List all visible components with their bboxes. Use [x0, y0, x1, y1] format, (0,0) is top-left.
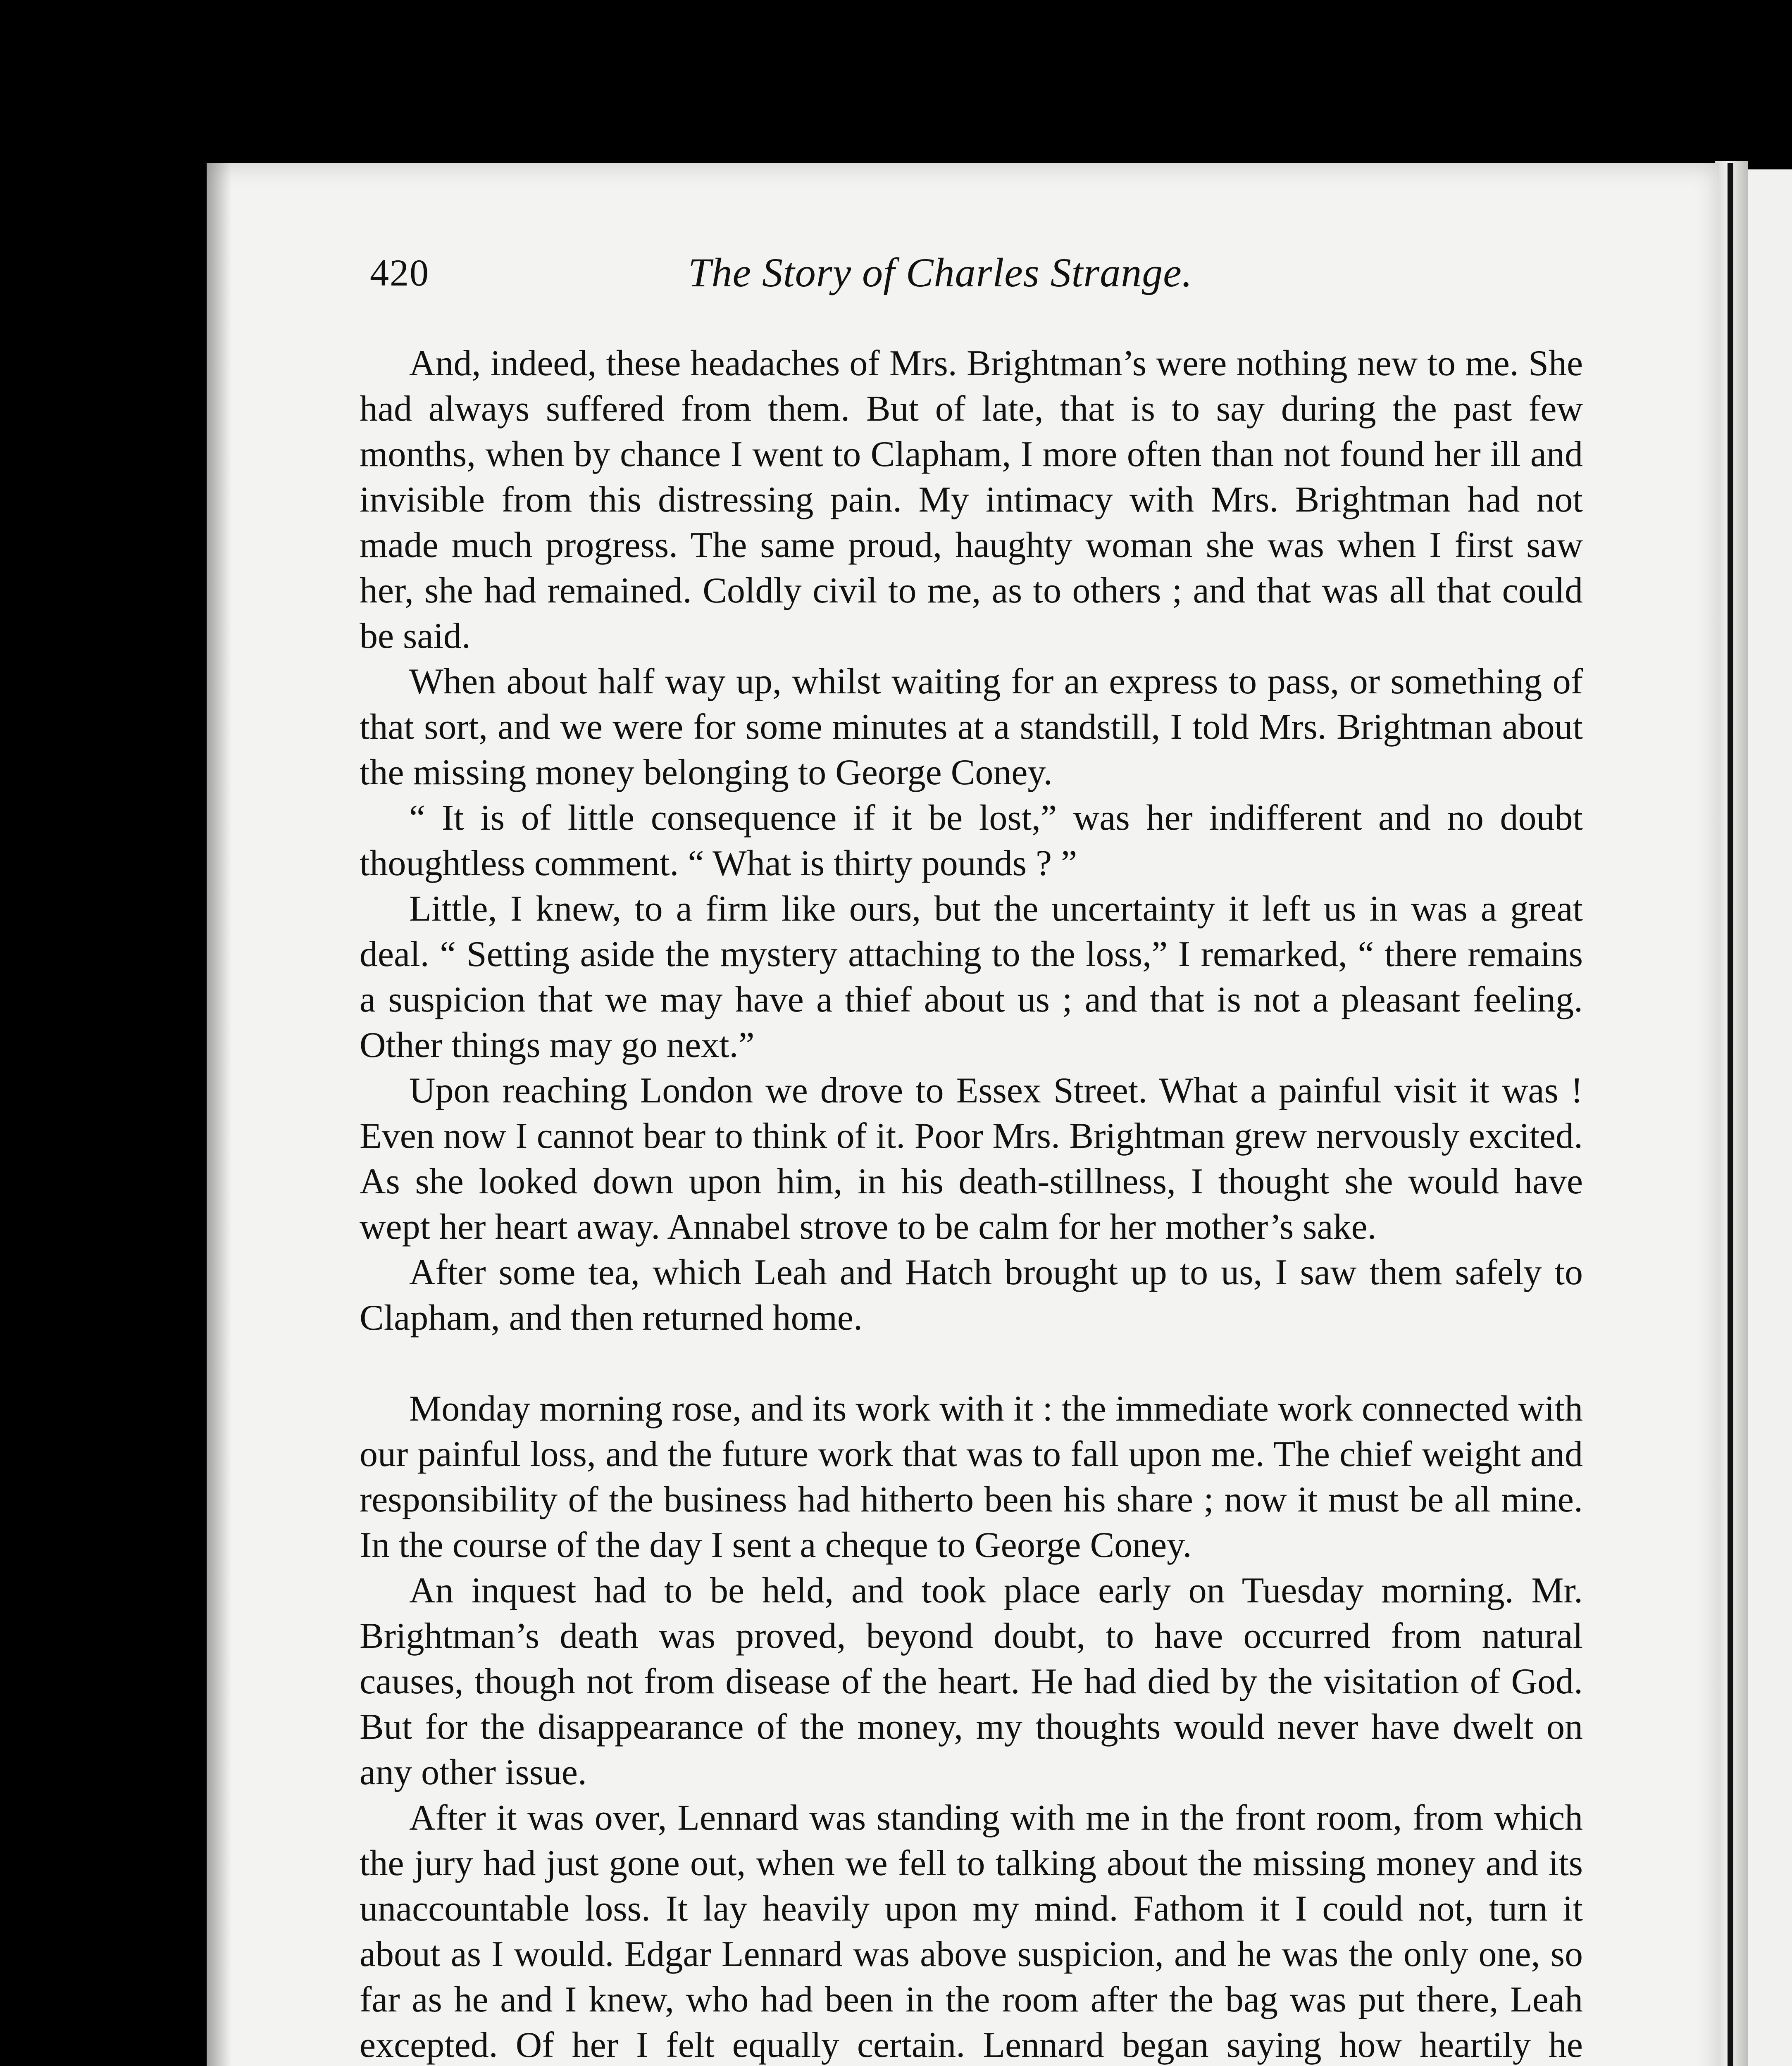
section-break — [360, 1341, 1583, 1386]
paragraph: Little, I knew, to a firm like ours, but the uncertainty it left us in was a great deal. “ Setting aside the mystery attaching to the loss,” I remarked, “ there remains a suspicion that we may have a thief about us ; and that is not a pleasant feeling. Other things may go next.” — [360, 889, 1583, 1065]
page-number: 420 — [370, 252, 429, 294]
paragraph: When about half way up, whilst waiting for an express to pass, or something of that sort, and we were for some minutes at a standstill, I told Mrs. Brightman about the missing money belonging to George Coney. — [360, 662, 1583, 793]
page-header — [370, 246, 1568, 300]
paragraph: “ It is of little consequence if it be lost,” was her indifferent and no doubt thoughtless comment. “ What is thirty pounds ? ” — [360, 798, 1583, 883]
running-title: The Story of Charles Strange. — [688, 250, 1193, 295]
paragraph: After it was over, Lennard was standing with me in the front room, from which the jury had just gone out, when we fell to talking about the missing money and its unaccountable loss. It lay heavily upon my mind. Fathom it I could not, turn it about as I would. Edgar Lennard was above suspicion, and he was the only one, so far as he and I knew, who had been in the room after the bag was put there, Leah excepted. Of her I felt equally certain. Lennard began saying how heartily he — [360, 1798, 1583, 2065]
paragraph: And, indeed, these headaches of Mrs. Brightman’s were nothing new to me. She had always suffered from them. But of late, that is to say during the past few months, when by chance I went to Clapham, I more often than not found her ill and invisible from this distressing pain. My intimacy with Mrs. Brightman had not made much progress. The same proud, haughty woman she was when I first saw her, she had remained. Coldly civil to me, as to others ; and that was all that could be said. — [360, 343, 1583, 656]
paragraph: Monday morning rose, and its work with it : the immediate work connected with our painful loss, and the future work that was to fall upon me. The chief weight and responsibility of the business had hitherto been his share ; now it must be all mine. In the course of the day I sent a cheque to George Coney. — [360, 1389, 1583, 1565]
page-gutter-shadow — [1728, 163, 1733, 2066]
paragraph: Upon reaching London we drove to Essex Street. What a painful visit it was ! Even now I cannot bear to think of it. Poor Mrs. Brightman grew nervously excited. As she looked down upon him, in his death-stillness, I thought she would have wept her heart away. Annabel strove to be calm for her mother’s sake. — [360, 1071, 1583, 1247]
paragraph: An inquest had to be held, and took place early on Tuesday morning. Mr. Brightman’s death was proved, beyond doubt, to have occurred from natural causes, though not from disease of the heart. He had died by the visitation of God. But for the disappearance of the money, my thoughts would never have dwelt on any other issue. — [360, 1571, 1583, 1792]
page-left-shadow — [207, 163, 231, 2066]
body-text — [360, 341, 1583, 2066]
paragraph: After some tea, which Leah and Hatch brought up to us, I saw them safely to Clapham, and then returned home. — [360, 1252, 1583, 1338]
